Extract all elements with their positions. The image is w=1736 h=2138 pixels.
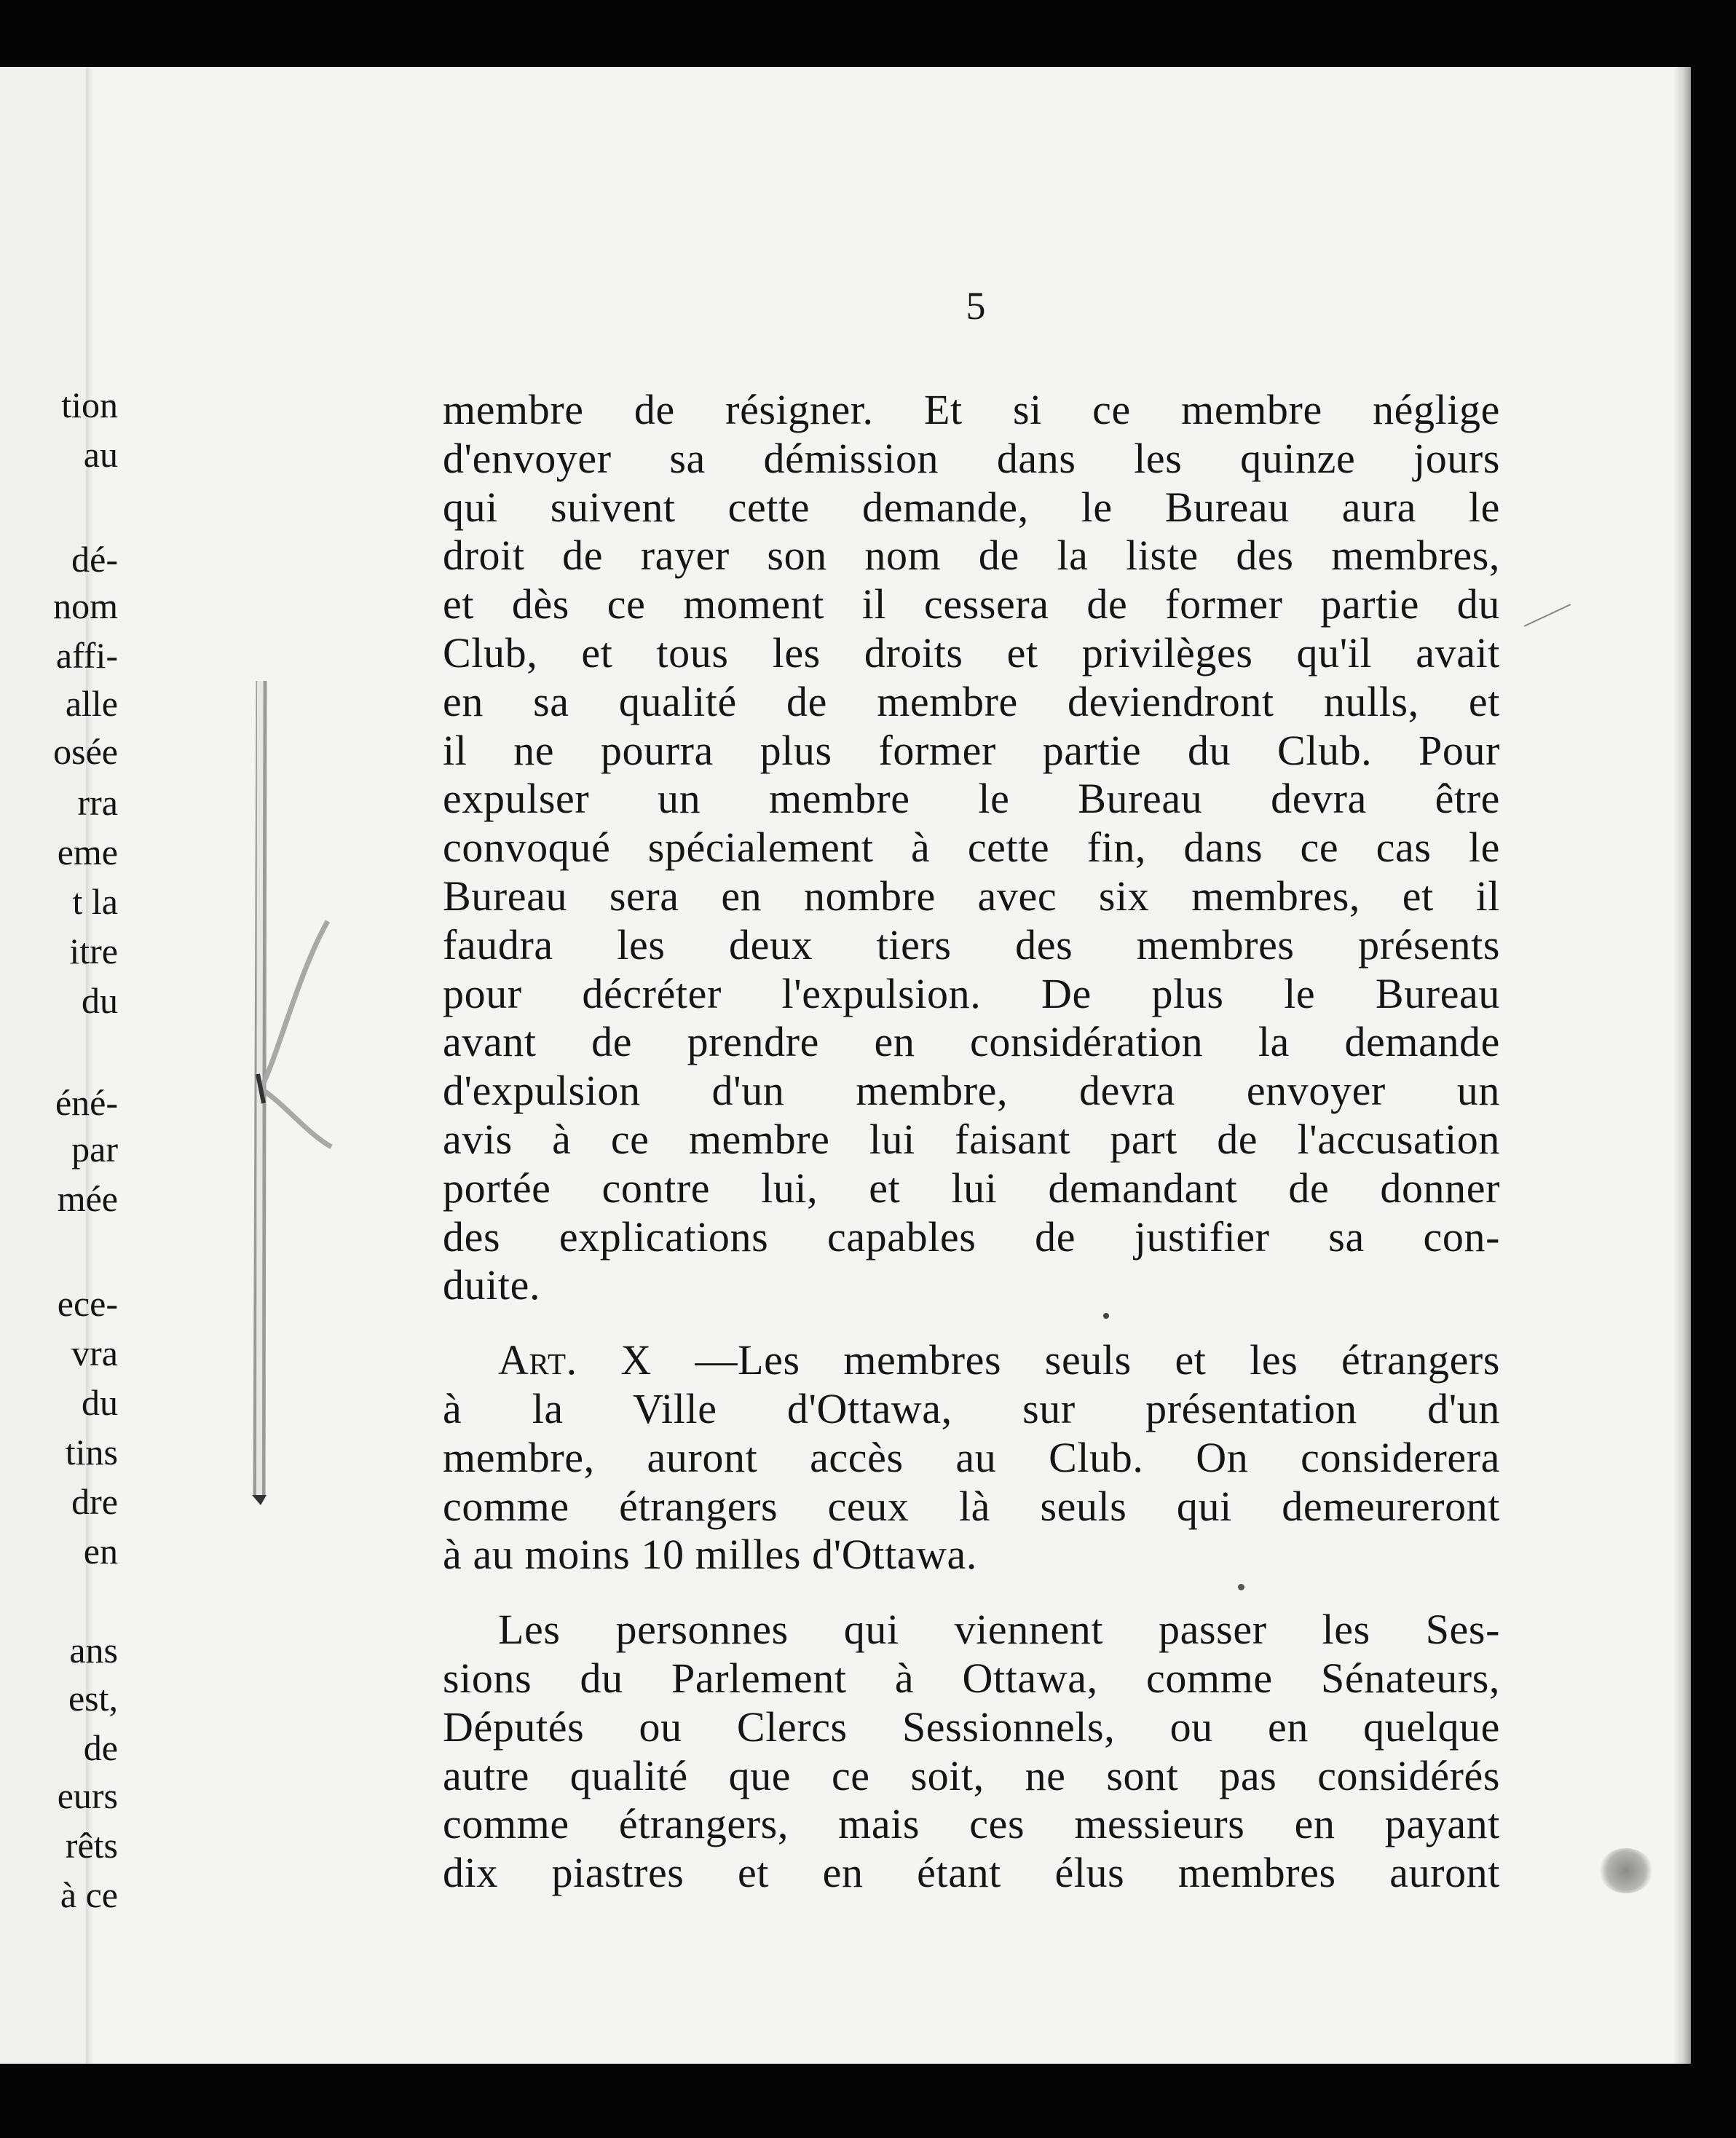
text-line: duite.	[443, 1261, 541, 1309]
paragraph	[443, 386, 1500, 1310]
facing-page-fragment: en	[83, 1531, 118, 1571]
text-line: convoqué spécialement à cette fin, dans ce cas le	[443, 824, 1500, 872]
text-line: droit de rayer son nom de la liste des membres,	[443, 532, 1500, 580]
facing-page-edge	[0, 67, 87, 2064]
text-line: à au moins 10 milles d'Ottawa.	[443, 1531, 977, 1579]
facing-page-fragment: de	[83, 1727, 118, 1768]
text-line: et dès ce moment il cessera de former partie du	[443, 580, 1500, 628]
facing-page-fragment: nom	[53, 585, 118, 626]
facing-page-fragment: alle	[65, 683, 118, 724]
text-line: d'envoyer sa démission dans les quinze jours	[443, 434, 1500, 482]
facing-page-fragment: itre	[69, 931, 118, 971]
facing-page-fragment: au	[83, 434, 118, 475]
paper-speck	[1238, 1584, 1244, 1590]
paragraph-spacer	[443, 1579, 1500, 1606]
text-line: en sa qualité de membre deviendront nulls, et	[443, 677, 1500, 725]
article-label: Art.	[498, 1336, 577, 1384]
text-line: dix piastres et en étant élus membres auront	[443, 1849, 1500, 1897]
facing-page-fragment: vra	[71, 1333, 118, 1373]
text-line: comme étrangers ceux là seuls qui demeureront	[443, 1482, 1500, 1530]
text-line: sions du Parlement à Ottawa, comme Sénateurs,	[443, 1654, 1500, 1702]
text-line: membre de résigner. Et si ce membre néglige	[443, 386, 1500, 433]
facing-page-fragment: rêts	[65, 1825, 118, 1866]
text-line: membre, auront accès au Club. On considerera	[443, 1433, 1500, 1481]
facing-page-fragment: ece-	[57, 1283, 118, 1324]
text-line: à la Ville d'Ottawa, sur présentation d'un	[443, 1384, 1500, 1432]
paragraph-spacer	[443, 1310, 1500, 1336]
facing-page-fragment: du	[82, 980, 118, 1021]
facing-page-fragment: eurs	[57, 1775, 118, 1816]
text-line: d'expulsion d'un membre, devra envoyer un	[443, 1067, 1500, 1115]
facing-page-fragment: dé-	[71, 539, 118, 580]
facing-page-fragment: tion	[61, 384, 118, 425]
facing-page-fragment: rra	[77, 782, 118, 823]
text-line: faudra les deux tiers des membres présents	[443, 920, 1500, 969]
text-line: portée contre lui, et lui demandant de donner	[443, 1164, 1500, 1212]
facing-page-fragment: par	[71, 1129, 118, 1169]
text-line: Club, et tous les droits et privilèges qu'il avait	[443, 628, 1500, 676]
facing-page-fragment: tins	[65, 1432, 118, 1472]
text-line: Députés ou Clercs Sessionnels, ou en quelque	[443, 1703, 1500, 1751]
text-line: comme étrangers, mais ces messieurs en payant	[443, 1800, 1500, 1848]
facing-page-fragment: eme	[57, 832, 118, 872]
paragraph	[443, 1606, 1500, 1898]
text-line: autre qualité que ce soit, ne sont pas considérés	[443, 1751, 1500, 1799]
article-text: X —Les membres seuls et les étrangers	[577, 1336, 1500, 1384]
text-line: Les personnes qui viennent passer les Ses-	[498, 1606, 1500, 1654]
facing-page-fragment: du	[82, 1382, 118, 1423]
text-line: avant de prendre en considération la demande	[443, 1018, 1500, 1066]
text-line: Bureau sera en nombre avec six membres, et il	[443, 872, 1500, 920]
paper-stain	[1599, 1848, 1653, 1893]
text-line: qui suivent cette demande, le Bureau aura le	[443, 483, 1500, 531]
article-paragraph	[443, 1336, 1500, 1579]
text-line: des explications capables de justifier sa con-	[443, 1212, 1500, 1261]
page-body-text	[443, 386, 1500, 1898]
text-line: expulser un membre le Bureau devra être	[443, 775, 1500, 823]
binding-thread-image	[248, 681, 335, 1511]
facing-page-fragment: ans	[69, 1630, 118, 1670]
facing-page-fragment: à ce	[60, 1874, 118, 1915]
page-edge-shadow	[1673, 67, 1691, 2064]
facing-page-fragment: t la	[72, 881, 118, 922]
paper-speck	[1103, 1313, 1109, 1319]
facing-page-fragment: affi-	[55, 635, 118, 676]
text-line	[443, 1336, 1500, 1385]
text-line: il ne pourra plus former partie du Club. Pour	[443, 726, 1500, 774]
page-number: 5	[966, 284, 986, 328]
facing-page-fragment: osée	[53, 731, 118, 772]
facing-page-fragment: mée	[57, 1178, 118, 1219]
text-line: avis à ce membre lui faisant part de l'accusation	[443, 1115, 1500, 1163]
text-line: pour décréter l'expulsion. De plus le Bureau	[443, 969, 1500, 1017]
facing-page-fragment: éné-	[55, 1082, 118, 1123]
facing-page-fragment: est,	[68, 1678, 118, 1719]
facing-page-fragment: dre	[71, 1481, 118, 1522]
